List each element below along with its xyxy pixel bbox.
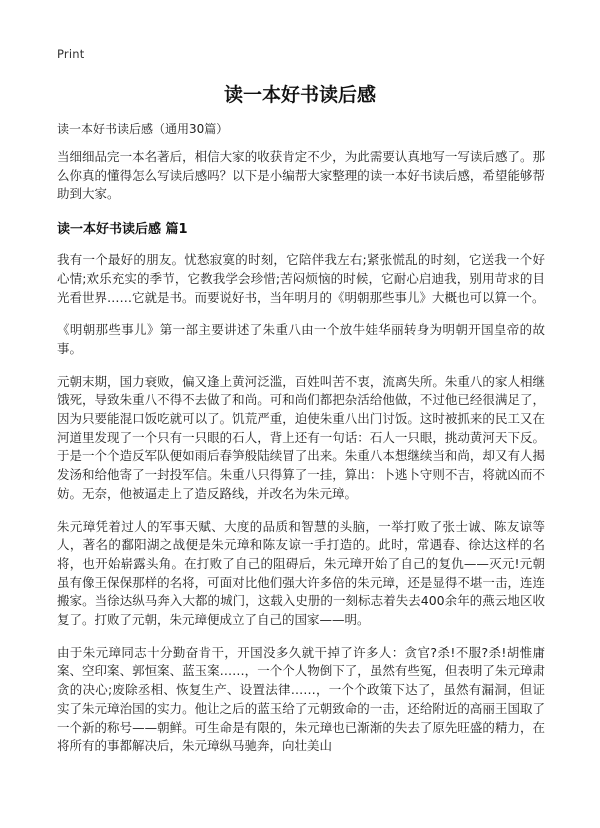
print-link[interactable]: Print bbox=[57, 47, 85, 61]
body-paragraph: 《明朝那些事儿》第一部主要讲述了朱重八由一个放牛娃华丽转身为明朝开国皇帝的故事。 bbox=[57, 322, 545, 356]
article-subtitle: 读一本好书读后感（通用30篇） bbox=[57, 122, 229, 136]
body-paragraph: 朱元璋凭着过人的军事天赋、大度的品质和智慧的头脑，一举打败了张士诚、陈友谅等人，著名的鄱阳湖之战便是朱元璋和陈友谅一手打造的。此时，常遇春、徐达这样的名将，也开始崭露头角。在打败了自己的阻碍后，朱元璋开始了自己的复仇——灭元!元朝虽有像王保保那样的名将，可面对比他们强大许多倍的朱元璋，还是显得不堪一击，连连搬家。当徐达纵马奔入大都的城门，这载入史册的一刻标志着失去400余年的燕云地区收复了。打败了元朝，朱元璋便成立了自己的国家——明。 bbox=[57, 518, 545, 628]
intro-paragraph: 当细细品完一本名著后，相信大家的收获肯定不少，为此需要认真地写一写读后感了。那么你真的懂得怎么写读后感吗？以下是小编帮大家整理的读一本好书读后感，希望能够帮助到大家。 bbox=[57, 149, 545, 202]
section-heading: 读一本好书读后感 篇1 bbox=[57, 222, 188, 238]
page-title: 读一本好书读后感 bbox=[223, 84, 376, 106]
body-paragraph: 由于朱元璋同志十分勤奋肯干，开国没多久就干掉了许多人：贪官?杀!不服?杀!胡惟庸案、空印案、郭恒案、蓝玉案……，一个个人物倒下了，虽然有些冤，但表明了朱元璋肃贪的决心;废除丞相、恢复生产、设置法律……，一个个政策下达了，虽然有漏洞，但证实了朱元璋治国的实力。他让之后的蓝玉给了元朝致命的一击，还给附近的高丽王国取了一个新的称号——朝鲜。可生命是有限的，朱元璋也已渐渐的失去了原先旺盛的精力，在将所有的事都解决后，朱元璋纵马驰奔，向壮美山 bbox=[57, 644, 545, 754]
body-paragraph: 元朝末期，国力衰败，偏又逢上黄河泛滥，百姓叫苦不衷，流离失所。朱重八的家人相继饿死，导致朱重八不得不去做了和尚。可和尚们都把杂活给他做，不过他已经很满足了，因为只要能混口饭吃就可以了。饥荒严重，迫使朱重八出门讨饭。这时被抓来的民工又在河道里发现了一个只有一只眼的石人，背上还有一句话：石人一只眼，挑动黄河天下反。于是一个个造反军队便如雨后春笋般陆续冒了出来。朱重八本想继续当和尚，却又有人揭发汤和给他寄了一封投军信。朱重八只得算了一挂，算出：卜逃卜守则不吉，将就凶而不妨。无奈，他被逼走上了造反路线，并改名为朱元璋。 bbox=[57, 373, 545, 501]
body-paragraph: 我有一个最好的朋友。忧愁寂寞的时刻，它陪伴我左右;紧张慌乱的时刻，它送我一个好心情;欢乐充实的季节，它教我学会珍惜;苦闷烦恼的时候，它耐心启迪我，别用苛求的目光看世界……它就是书。而要说好书，当年明月的《明朝那些事儿》大概也可以算一个。 bbox=[57, 252, 545, 305]
article-body bbox=[57, 120, 545, 770]
